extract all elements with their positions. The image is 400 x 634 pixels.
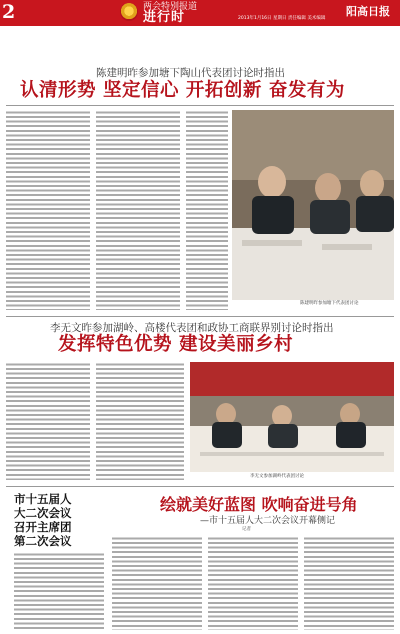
dateline: 2013年1月16日 星期日 责任编辑 美术编辑 <box>238 16 326 21</box>
conference-photo-image <box>190 362 394 472</box>
story3-text-column-1 <box>112 536 202 630</box>
story3-side-headline: 市十五届人大二次会议召开主席团第二次会议 <box>14 492 72 548</box>
emblem-icon <box>120 3 138 21</box>
story2-subhead: 李无文昨参加湖岭、高楼代表团和政协工商联界别讨论时指出 <box>50 322 334 334</box>
story1-text-column-2 <box>96 110 180 310</box>
story2-photo <box>190 362 394 472</box>
story3-top-rule <box>6 486 394 487</box>
section-title: 进行时 <box>143 10 186 25</box>
story1-headline: 认清形势 坚定信心 开拓创新 奋发有为 <box>20 80 345 101</box>
story2-headline: 发挥特色优势 建设美丽乡村 <box>58 334 293 355</box>
story1-text-column-1 <box>6 110 90 310</box>
story2-photo-caption: 李无文参加湖岭代表团讨论 <box>250 474 304 479</box>
story2-text-column-2 <box>96 362 184 480</box>
masthead-logo: 阳高日报 <box>346 5 390 18</box>
story1-photo <box>232 110 394 300</box>
story2-top-rule <box>6 316 394 317</box>
header-band <box>0 0 400 26</box>
story3-subhead: —市十五届人大二次会议开幕侧记 <box>200 516 336 526</box>
story3-side-text <box>14 552 104 630</box>
story1-subhead: 陈建明昨参加塘下陶山代表团讨论时指出 <box>96 67 285 79</box>
section-kicker: 两会特别报道 <box>143 2 198 12</box>
story3-byline: 记者 <box>242 527 251 532</box>
story2-text-column-1 <box>6 362 90 480</box>
story1-text-column-3 <box>186 110 228 310</box>
story3-headline: 绘就美好蓝图 吹响奋进号角 <box>160 495 358 514</box>
story1-photo-caption: 陈建明昨参加塘下代表团讨论 <box>300 301 359 306</box>
story3-text-column-3 <box>304 536 394 630</box>
page-number: 2 <box>2 1 16 23</box>
meeting-photo-image <box>232 110 394 300</box>
story3-text-column-2 <box>208 536 298 630</box>
story1-rule <box>6 105 394 106</box>
